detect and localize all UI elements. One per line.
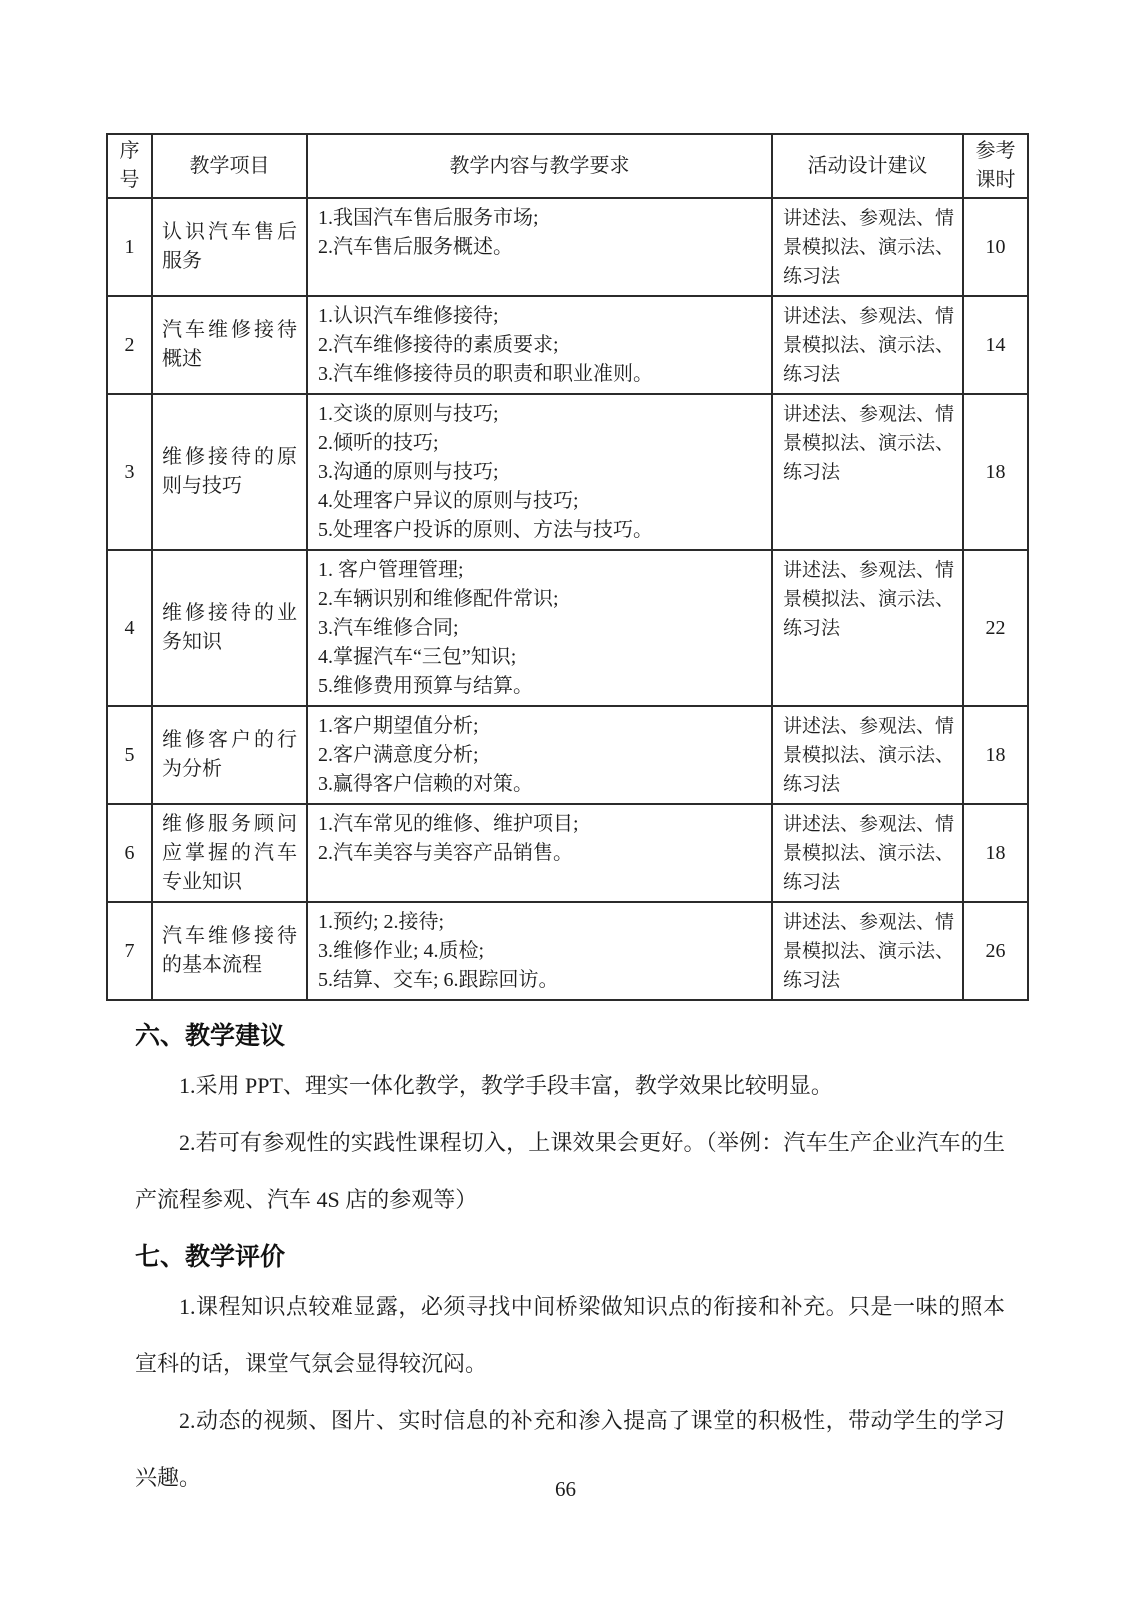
activity-cell: 讲述法、参观法、情景模拟法、演示法、练习法 [772,550,963,706]
hours-cell: 18 [963,804,1028,902]
hours-cell: 10 [963,198,1028,296]
paragraph-suggestion-1: 1.采用 PPT、理实一体化教学，教学手段丰富，教学效果比较明显。 [179,1073,833,1098]
content-cell: 1.认识汽车维修接待; 2.汽车维修接待的素质要求; 3.汽车维修接待员的职责和职业准则。 [307,296,772,394]
activity-cell: 讲述法、参观法、情景模拟法、演示法、练习法 [772,902,963,1000]
header-activity-design: 活动设计建议 [772,134,963,198]
project-cell: 认识汽车售后服务 [152,198,307,296]
project-cell: 维修接待的业务知识 [152,550,307,706]
hours-cell: 14 [963,296,1028,394]
row-number-cell: 1 [107,198,152,296]
table-row [107,198,1028,296]
section-heading-teaching-evaluation: 七、教学评价 [135,1243,286,1271]
row-number-cell: 4 [107,550,152,706]
document-body [135,1021,1005,1506]
paragraph-evaluation-2: 2.动态的视频、图片、实时信息的补充和渗入提高了课堂的积极性，带动学生的学习兴趣。 [135,1408,1005,1490]
activity-cell: 讲述法、参观法、情景模拟法、演示法、练习法 [772,706,963,804]
content-cell: 1.预约; 2.接待; 3.维修作业; 4.质检; 5.结算、交车; 6.跟踪回访。 [307,902,772,1000]
header-teaching-content: 教学内容与教学要求 [307,134,772,198]
project-cell: 汽车维修接待的基本流程 [152,902,307,1000]
table-row [107,550,1028,706]
row-number-cell: 5 [107,706,152,804]
teaching-schedule-table [106,133,1029,1001]
content-cell: 1. 客户管理管理; 2.车辆识别和维修配件常识; 3.汽车维修合同; 4.掌握汽车“三包”知识; 5.维修费用预算与结算。 [307,550,772,706]
table-row [107,394,1028,550]
activity-cell: 讲述法、参观法、情景模拟法、演示法、练习法 [772,198,963,296]
content-cell: 1.交谈的原则与技巧; 2.倾听的技巧; 3.沟通的原则与技巧; 4.处理客户异议的原则与技巧; 5.处理客户投诉的原则、方法与技巧。 [307,394,772,550]
table-row [107,902,1028,1000]
activity-cell: 讲述法、参观法、情景模拟法、演示法、练习法 [772,296,963,394]
hours-cell: 18 [963,394,1028,550]
hours-cell: 26 [963,902,1028,1000]
table-row [107,804,1028,902]
content-cell: 1.我国汽车售后服务市场; 2.汽车售后服务概述。 [307,198,772,296]
hours-cell: 18 [963,706,1028,804]
page-number: 66 [555,1477,576,1501]
activity-cell: 讲述法、参观法、情景模拟法、演示法、练习法 [772,804,963,902]
project-cell: 维修服务顾问应掌握的汽车专业知识 [152,804,307,902]
content-cell: 1.汽车常见的维修、维护项目; 2.汽车美容与美容产品销售。 [307,804,772,902]
header-serial-number: 序号 [107,134,152,198]
paragraph-evaluation-1: 1.课程知识点较难显露，必须寻找中间桥梁做知识点的衔接和补充。只是一味的照本宣科的话，课堂气氛会显得较沉闷。 [135,1294,1005,1376]
paragraph-suggestion-2: 2.若可有参观性的实践性课程切入，上课效果会更好。（举例：汽车生产企业汽车的生产流程参观、汽车 4S 店的参观等） [135,1130,1005,1212]
row-number-cell: 2 [107,296,152,394]
project-cell: 维修接待的原则与技巧 [152,394,307,550]
row-number-cell: 6 [107,804,152,902]
activity-cell: 讲述法、参观法、情景模拟法、演示法、练习法 [772,394,963,550]
project-cell: 汽车维修接待概述 [152,296,307,394]
content-cell: 1.客户期望值分析; 2.客户满意度分析; 3.赢得客户信赖的对策。 [307,706,772,804]
table-row [107,706,1028,804]
hours-cell: 22 [963,550,1028,706]
project-cell: 维修客户的行为分析 [152,706,307,804]
table-header-row [107,134,1028,198]
row-number-cell: 7 [107,902,152,1000]
table-row [107,296,1028,394]
section-heading-teaching-suggestions: 六、教学建议 [135,1022,286,1050]
row-number-cell: 3 [107,394,152,550]
header-reference-hours: 参考课时 [963,134,1028,198]
header-teaching-project: 教学项目 [152,134,307,198]
